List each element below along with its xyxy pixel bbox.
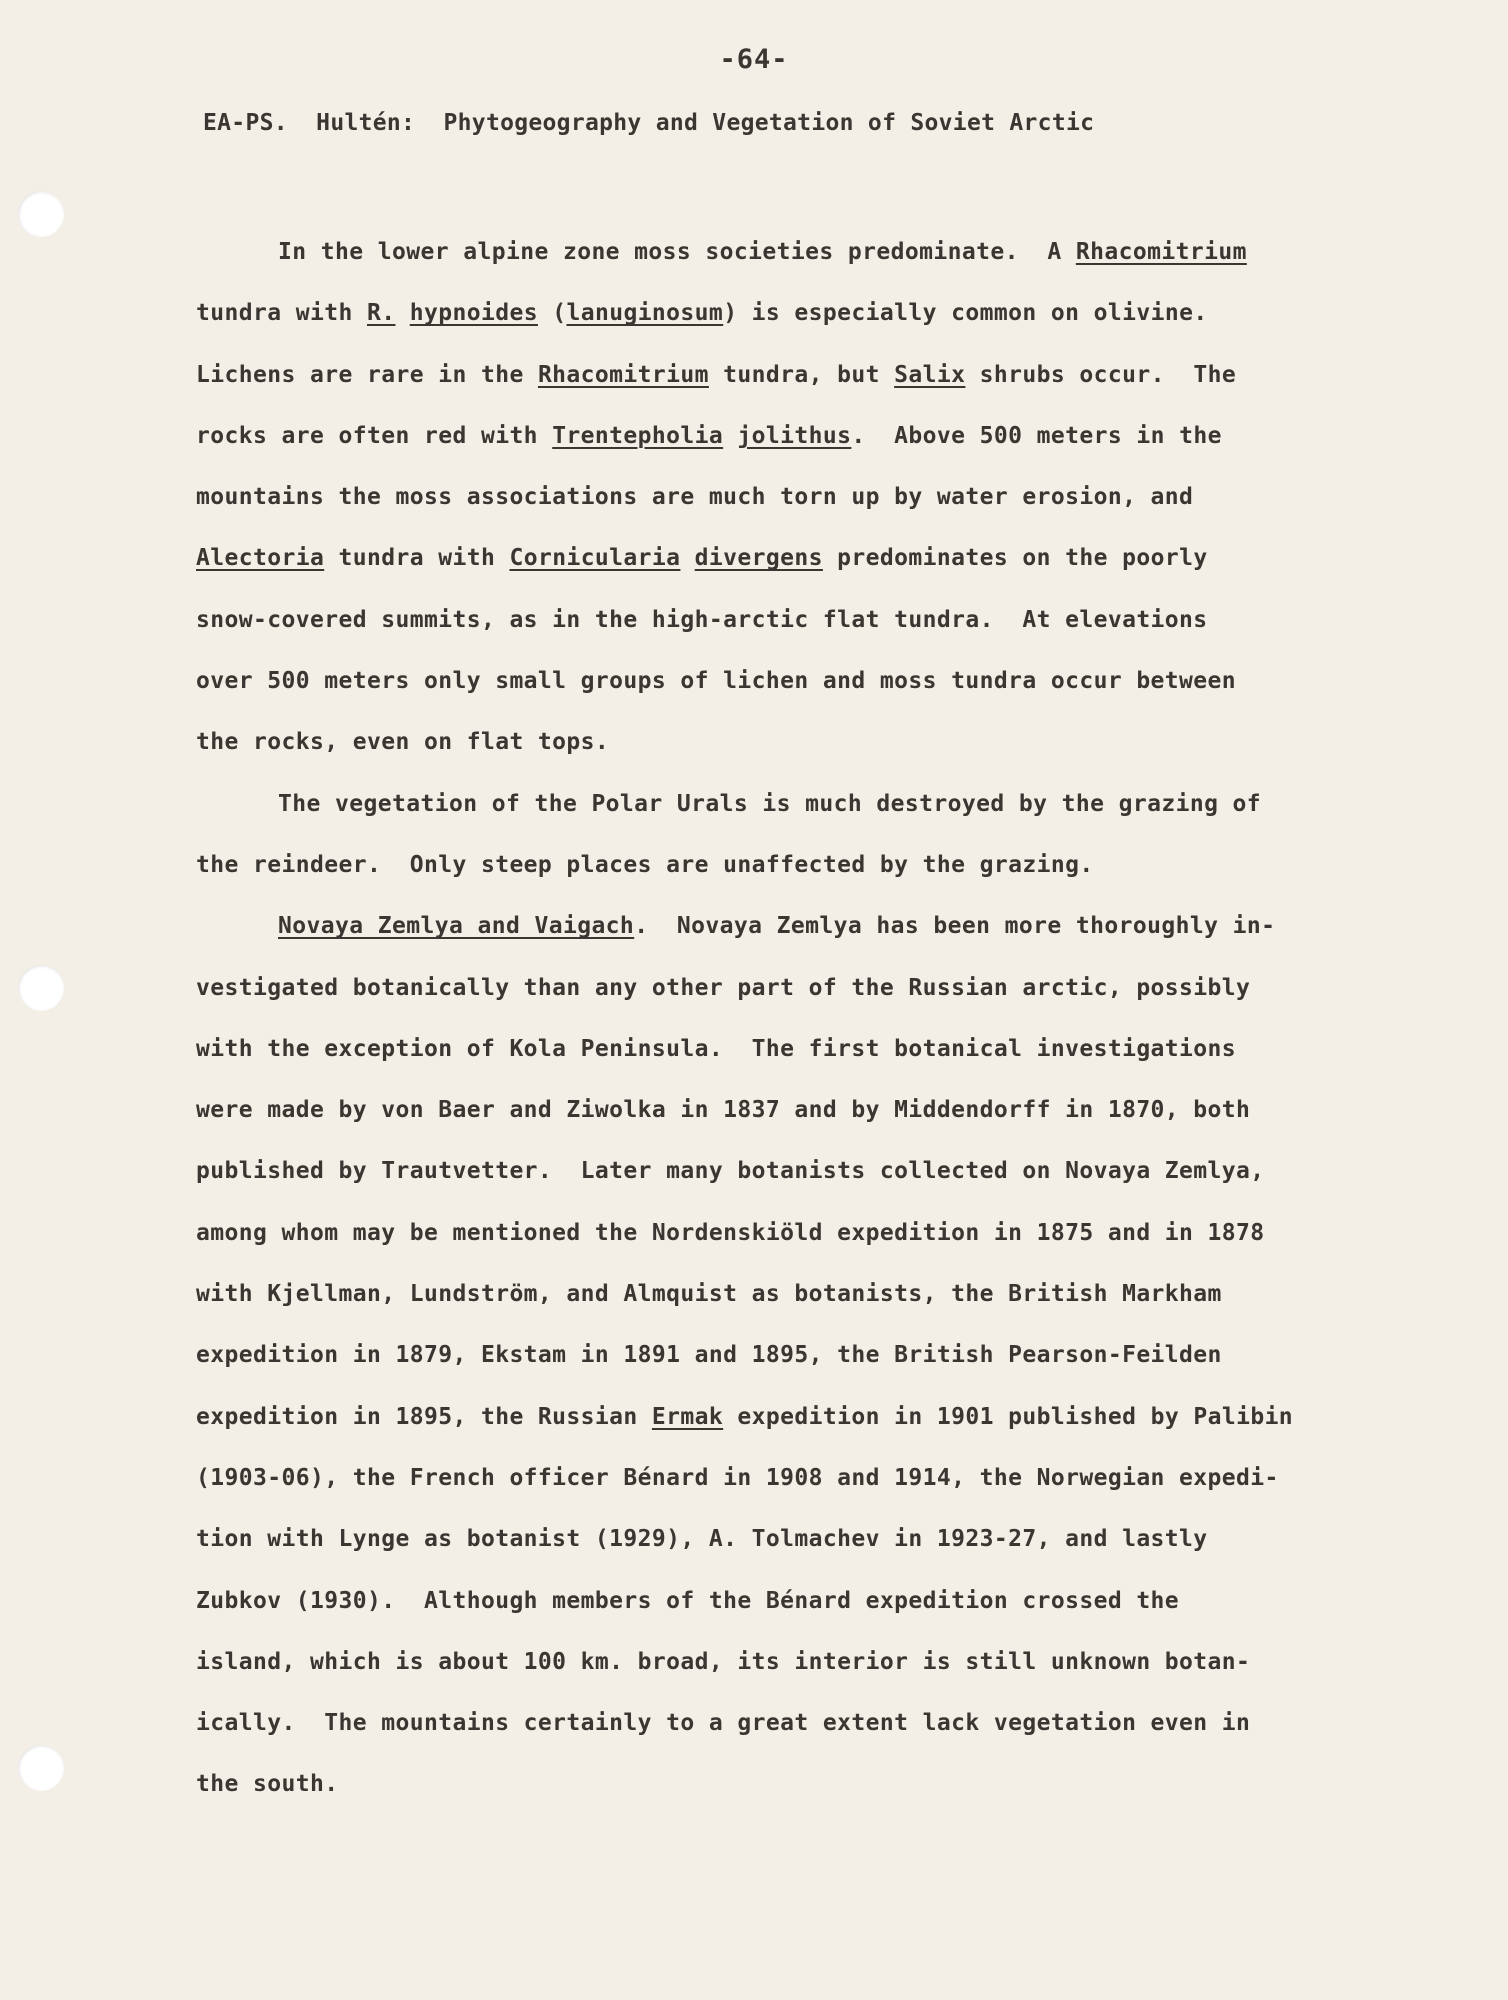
text-segment: among whom may be mentioned the Nordenskiöld expedition in 1875 and in 1878 (196, 1219, 1265, 1246)
text-line (196, 774, 1346, 835)
text-segment: shrubs occur. The (965, 361, 1237, 388)
text-segment (395, 300, 409, 326)
body-text (196, 222, 1346, 1816)
punch-hole (18, 965, 64, 1011)
underlined-term: Rhacomitrium (1075, 239, 1247, 265)
text-segment: the rocks, even on flat tops. (196, 729, 610, 756)
text-segment: . Novaya Zemlya has been more thoroughly in- (634, 913, 1276, 940)
punch-hole (18, 191, 64, 237)
text-line (196, 1325, 1346, 1386)
text-line (196, 896, 1346, 957)
text-line (196, 1632, 1346, 1693)
text-segment: were made by von Baer and Ziwolka in 1837 and by Middendorff in 1870, both (196, 1097, 1251, 1124)
text-segment: ) is especially common on olivine. (723, 300, 1208, 327)
text-line (196, 1264, 1346, 1325)
text-line (196, 712, 1346, 773)
text-segment (680, 545, 694, 571)
text-segment: tundra with (196, 300, 367, 327)
underlined-term: jolithus (737, 422, 852, 449)
running-head: EA-PS. Hultén: Phytogeography and Vegetation of Soviet Arctic (203, 110, 1095, 136)
text-segment: the south. (196, 1771, 339, 1798)
text-line (196, 958, 1346, 1019)
text-segment: expedition in 1895, the Russian (196, 1403, 652, 1430)
text-line (196, 1509, 1346, 1570)
underlined-term: Cornicularia (509, 545, 681, 572)
punch-hole (18, 1745, 64, 1791)
text-line (196, 590, 1346, 651)
text-segment: snow-covered summits, as in the high-arctic flat tundra. At elevations (196, 606, 1208, 633)
text-line (196, 1019, 1346, 1080)
text-segment: (1903-06), the French officer Bénard in 1908 and 1914, the Norwegian expedi- (196, 1464, 1279, 1491)
underlined-term: hypnoides (409, 300, 538, 327)
underlined-term: Salix (894, 361, 966, 388)
text-segment: . Above 500 meters in the (851, 422, 1222, 449)
text-segment (723, 423, 737, 449)
text-segment: tion with Lynge as botanist (1929), A. Tolmachev in 1923-27, and lastly (196, 1526, 1208, 1553)
text-segment: ically. The mountains certainly to a great extent lack vegetation even in (196, 1710, 1251, 1737)
text-line (196, 835, 1346, 896)
underlined-term: Rhacomitrium (537, 361, 709, 388)
text-segment: The vegetation of the Polar Urals is much destroyed by the grazing of (278, 790, 1262, 817)
underlined-term: Trentepholia (552, 422, 724, 449)
underlined-term: Novaya Zemlya and Vaigach (278, 913, 635, 940)
text-line (196, 467, 1346, 528)
text-line (196, 1387, 1346, 1448)
text-line (196, 345, 1346, 406)
text-line (196, 528, 1346, 589)
text-line (196, 1080, 1346, 1141)
text-segment: expedition in 1879, Ekstam in 1891 and 1895, the British Pearson-Feilden (196, 1342, 1222, 1369)
text-line (196, 1203, 1346, 1264)
text-segment: published by Trautvetter. Later many botanists collected on Novaya Zemlya, (196, 1158, 1265, 1185)
text-line (196, 406, 1346, 467)
text-segment: tundra with (324, 545, 510, 572)
text-segment: ( (537, 300, 567, 327)
text-segment: the reindeer. Only steep places are unaffected by the grazing. (196, 851, 1094, 878)
text-line (196, 1754, 1346, 1815)
text-line (196, 283, 1346, 344)
page-number: -64- (719, 44, 789, 75)
text-segment: over 500 meters only small groups of lichen and moss tundra occur between (196, 668, 1237, 695)
text-segment: Zubkov (1930). Although members of the Bénard expedition crossed the (196, 1587, 1180, 1614)
text-line (196, 1693, 1346, 1754)
underlined-term: Alectoria (196, 545, 325, 572)
text-segment: rocks are often red with (196, 422, 553, 449)
text-segment: tundra, but (708, 361, 895, 388)
underlined-term: lanuginosum (566, 300, 724, 327)
text-segment: predominates on the poorly (822, 545, 1208, 572)
text-segment: In the lower alpine zone moss societies predominate. A (278, 239, 1076, 265)
underlined-term: R. (366, 300, 396, 327)
text-line (196, 1571, 1346, 1632)
text-segment: expedition in 1901 published by Palibin (723, 1403, 1294, 1430)
text-line (196, 1448, 1346, 1509)
text-line (196, 222, 1346, 283)
text-line (196, 651, 1346, 712)
underlined-term: divergens (694, 545, 823, 572)
text-line (196, 1141, 1346, 1202)
underlined-term: Ermak (651, 1403, 724, 1430)
text-segment: with the exception of Kola Peninsula. The first botanical investigations (196, 1035, 1237, 1062)
text-segment: Lichens are rare in the (196, 361, 538, 388)
text-segment: mountains the moss associations are much torn up by water erosion, and (196, 484, 1194, 511)
text-segment: with Kjellman, Lundström, and Almquist as botanists, the British Markham (196, 1281, 1222, 1308)
text-segment: vestigated botanically than any other part of the Russian arctic, possibly (196, 974, 1251, 1001)
text-segment: island, which is about 100 km. broad, its interior is still unknown botan- (196, 1648, 1251, 1675)
